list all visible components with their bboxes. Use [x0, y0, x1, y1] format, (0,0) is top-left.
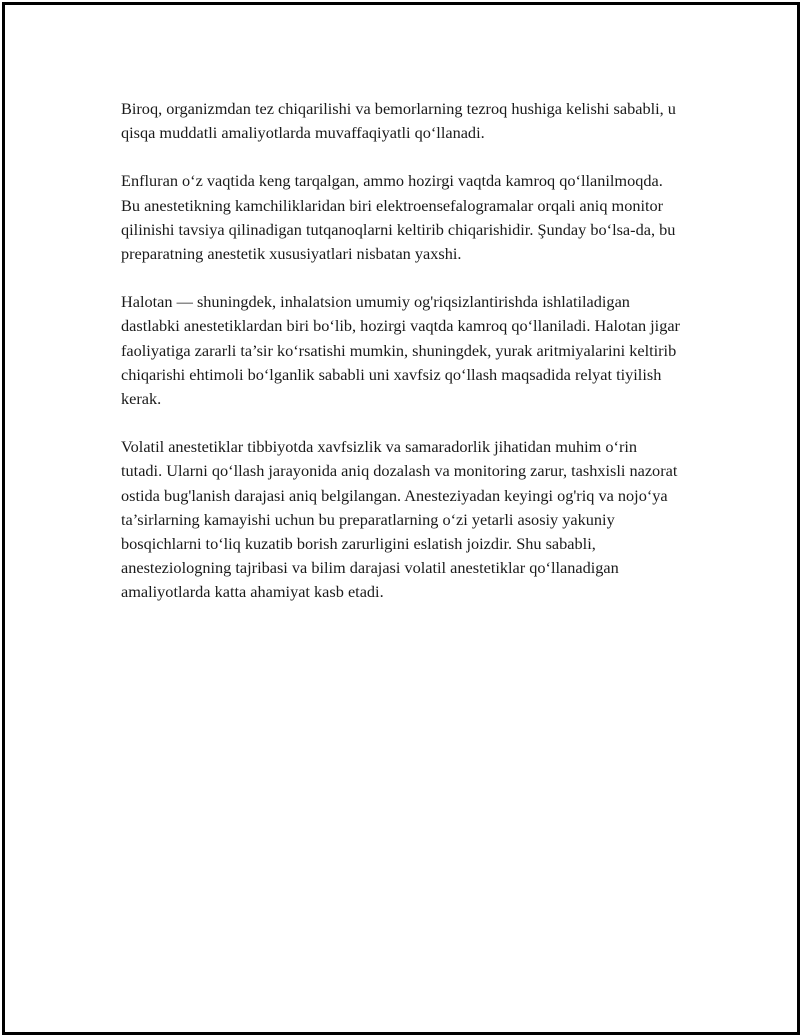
document-body [121, 97, 681, 629]
page-frame [2, 2, 800, 1035]
paragraph-2: Enfluran o‘z vaqtida keng tarqalgan, ammo hozirgi vaqtda kamroq qo‘llanilmoqda. Bu anestetikning kamchiliklaridan biri elektroensefalogramalar orqali aniq monitor qilinishi tavsiya qilinadigan tutqanoqlarni keltirib chiqarishidir. Şunday bo‘lsa-da, bu preparatning anestetik xususiyatlari nisbatan yaxshi. [121, 171, 676, 264]
paragraph-4: Volatil anestetiklar tibbiyotda xavfsizlik va samaradorlik jihatidan muhim o‘rin tutadi. Ularni qo‘llash jarayonida aniq dozalash va monitoring zarur, tashxisli nazorat ostida bug'lanish darajasi aniq belgilangan. Anesteziyadan keyingi og'riq va nojo‘ya ta’sirlarning kamayishi uchun bu preparatlarning o‘zi yetarli asosiy yakuniy bosqichlarni to‘liq kuzatib borish zarurligini eslatish joizdir. Shu sababli, anesteziologning tajribasi va bilim darajasi volatil anestetiklar qo‘llanadigan amaliyotlarda katta ahamiyat kasb etadi. [121, 437, 678, 602]
paragraph-1: Biroq, organizmdan tez chiqarilishi va bemorlarning tezroq hushiga kelishi sababli, u qisqa muddatli amaliyotlarda muvaffaqiyatli qo‘llanadi. [121, 99, 676, 143]
paragraph-3: Halotan — shuningdek, inhalatsion umumiy og'riqsizlantirishda ishlatiladigan dastlabki anestetiklardan biri bo‘lib, hozirgi vaqtda kamroq qo‘llaniladi. Halotan jigar faoliyatiga zararli ta’sir ko‘rsatishi mumkin, shuningdek, yurak aritmiyalarini keltirib chiqarishi ehtimoli bo‘lganlik sababli uni xavfsiz qo‘llash maqsadida relyat tiyilish kerak. [121, 292, 680, 409]
